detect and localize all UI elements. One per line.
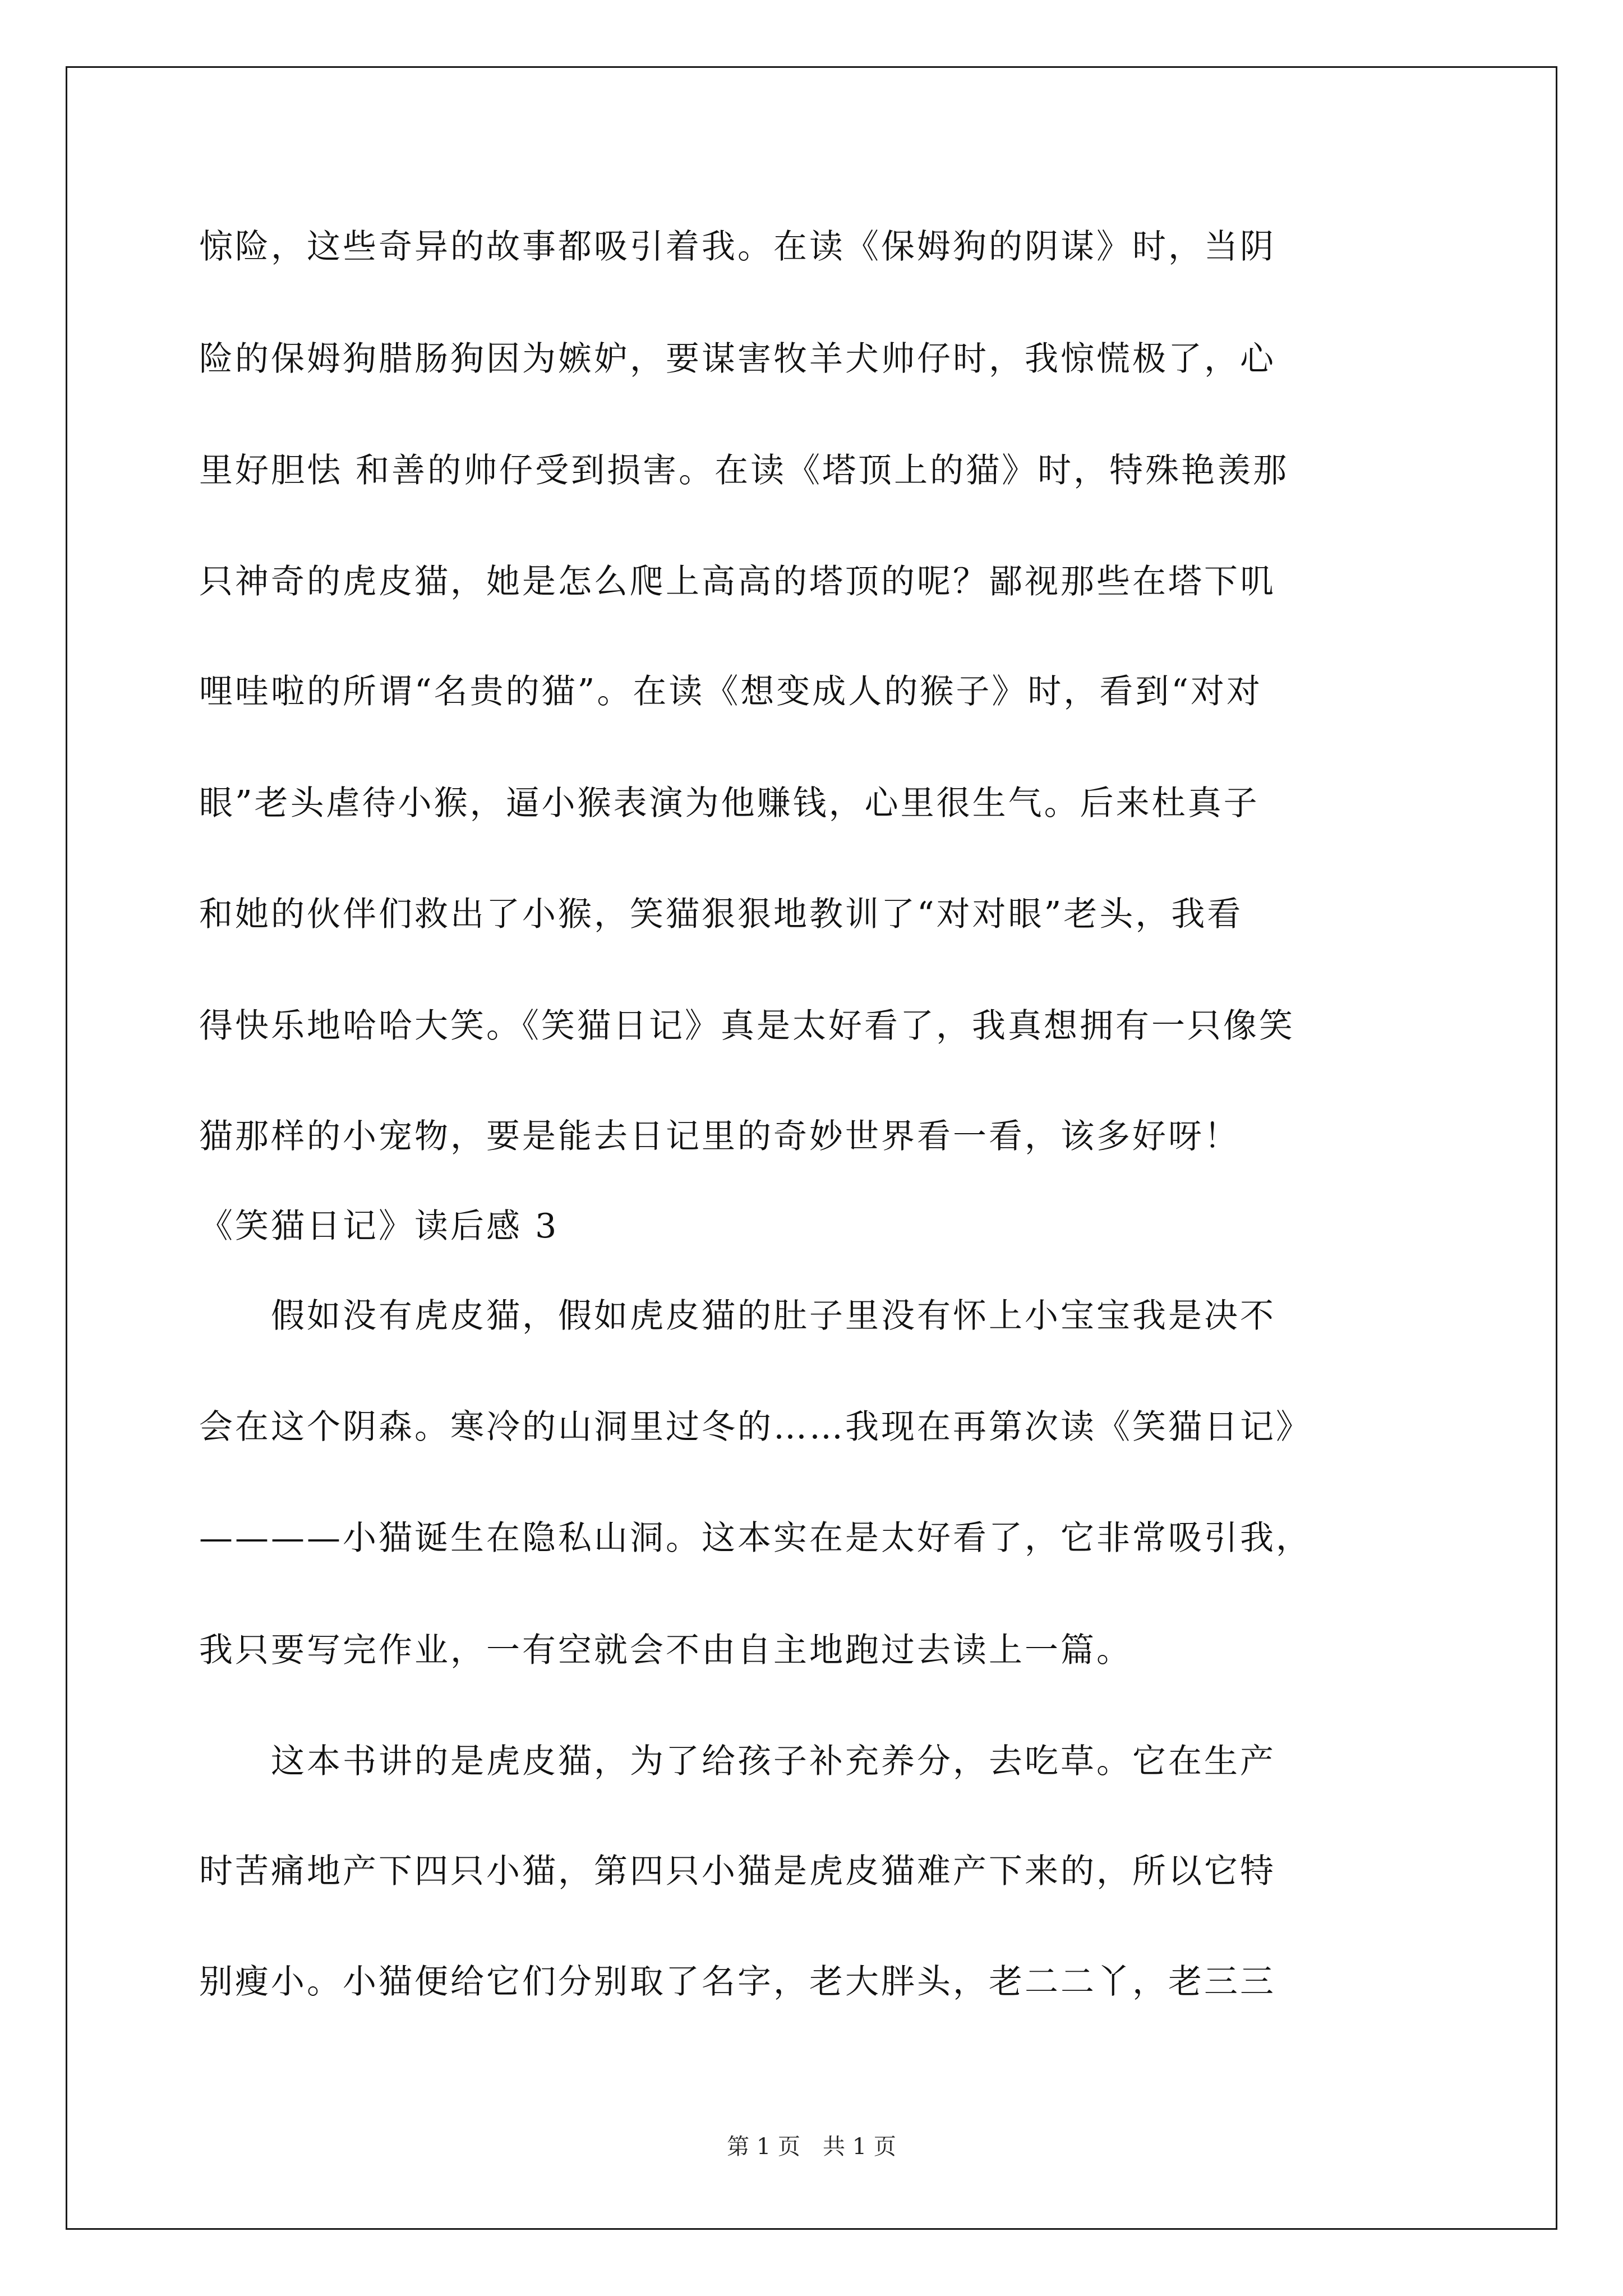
text-line: 和她的伙伴们救出了小猴，笑猫狠狠地教训了“对对眼”老头，我看 <box>199 895 1243 934</box>
text-line: 猫那样的小宠物，要是能去日记里的奇妙世界看一看，该多好呀！ <box>199 1117 1240 1156</box>
text-line: ————小猫诞生在隐私山洞。这本实在是太好看了，它非常吸引我， <box>199 1519 1312 1558</box>
text-line: 假如没有虎皮猫，假如虎皮猫的肚子里没有怀上小宝宝我是决不 <box>199 1296 1276 1336</box>
text-line: 惊险，这些奇异的故事都吸引着我。在读《保姆狗的阴谋》时，当阴 <box>199 227 1276 266</box>
text-line: 哩哇啦的所谓“名贵的猫”。在读《想变成人的猴子》时，看到“对对 <box>199 672 1263 711</box>
text-line: 得快乐地哈哈大笑。《笑猫日记》真是太好看了，我真想拥有一只像笑 <box>199 1006 1295 1046</box>
text-line: 险的保姆狗腊肠狗因为嫉妒，要谋害牧羊犬帅仔时，我惊慌极了，心 <box>199 339 1276 379</box>
text-line: 这本书讲的是虎皮猫，为了给孩子补充养分，去吃草。它在生产 <box>199 1742 1276 1781</box>
text-line: 我只要写完作业，一有空就会不由自主地跑过去读上一篇。 <box>199 1631 1132 1670</box>
text-line: 会在这个阴森。寒冷的山洞里过冬的……我现在再第次读《笑猫日记》 <box>199 1407 1312 1447</box>
text-line: 时苦痛地产下四只小猫，第四只小猫是虎皮猫难产下来的，所以它特 <box>199 1852 1276 1891</box>
section-heading: 《笑猫日记》读后感 3 <box>199 1207 559 1246</box>
text-line: 眼”老头虐待小猴，逼小猴表演为他赚钱，心里很生气。后来杜真子 <box>199 784 1260 823</box>
text-line: 里好胆怯 和善的帅仔受到损害。在读《塔顶上的猫》时，特殊艳羡那 <box>199 451 1289 490</box>
text-line: 别瘦小。小猫便给它们分别取了名字，老大胖头，老二二丫，老三三 <box>199 1962 1276 2001</box>
text-line: 只神奇的虎皮猫，她是怎么爬上高高的塔顶的呢？鄙视那些在塔下叽 <box>199 562 1276 601</box>
page-footer: 第 1 页 共 1 页 <box>727 2134 896 2160</box>
